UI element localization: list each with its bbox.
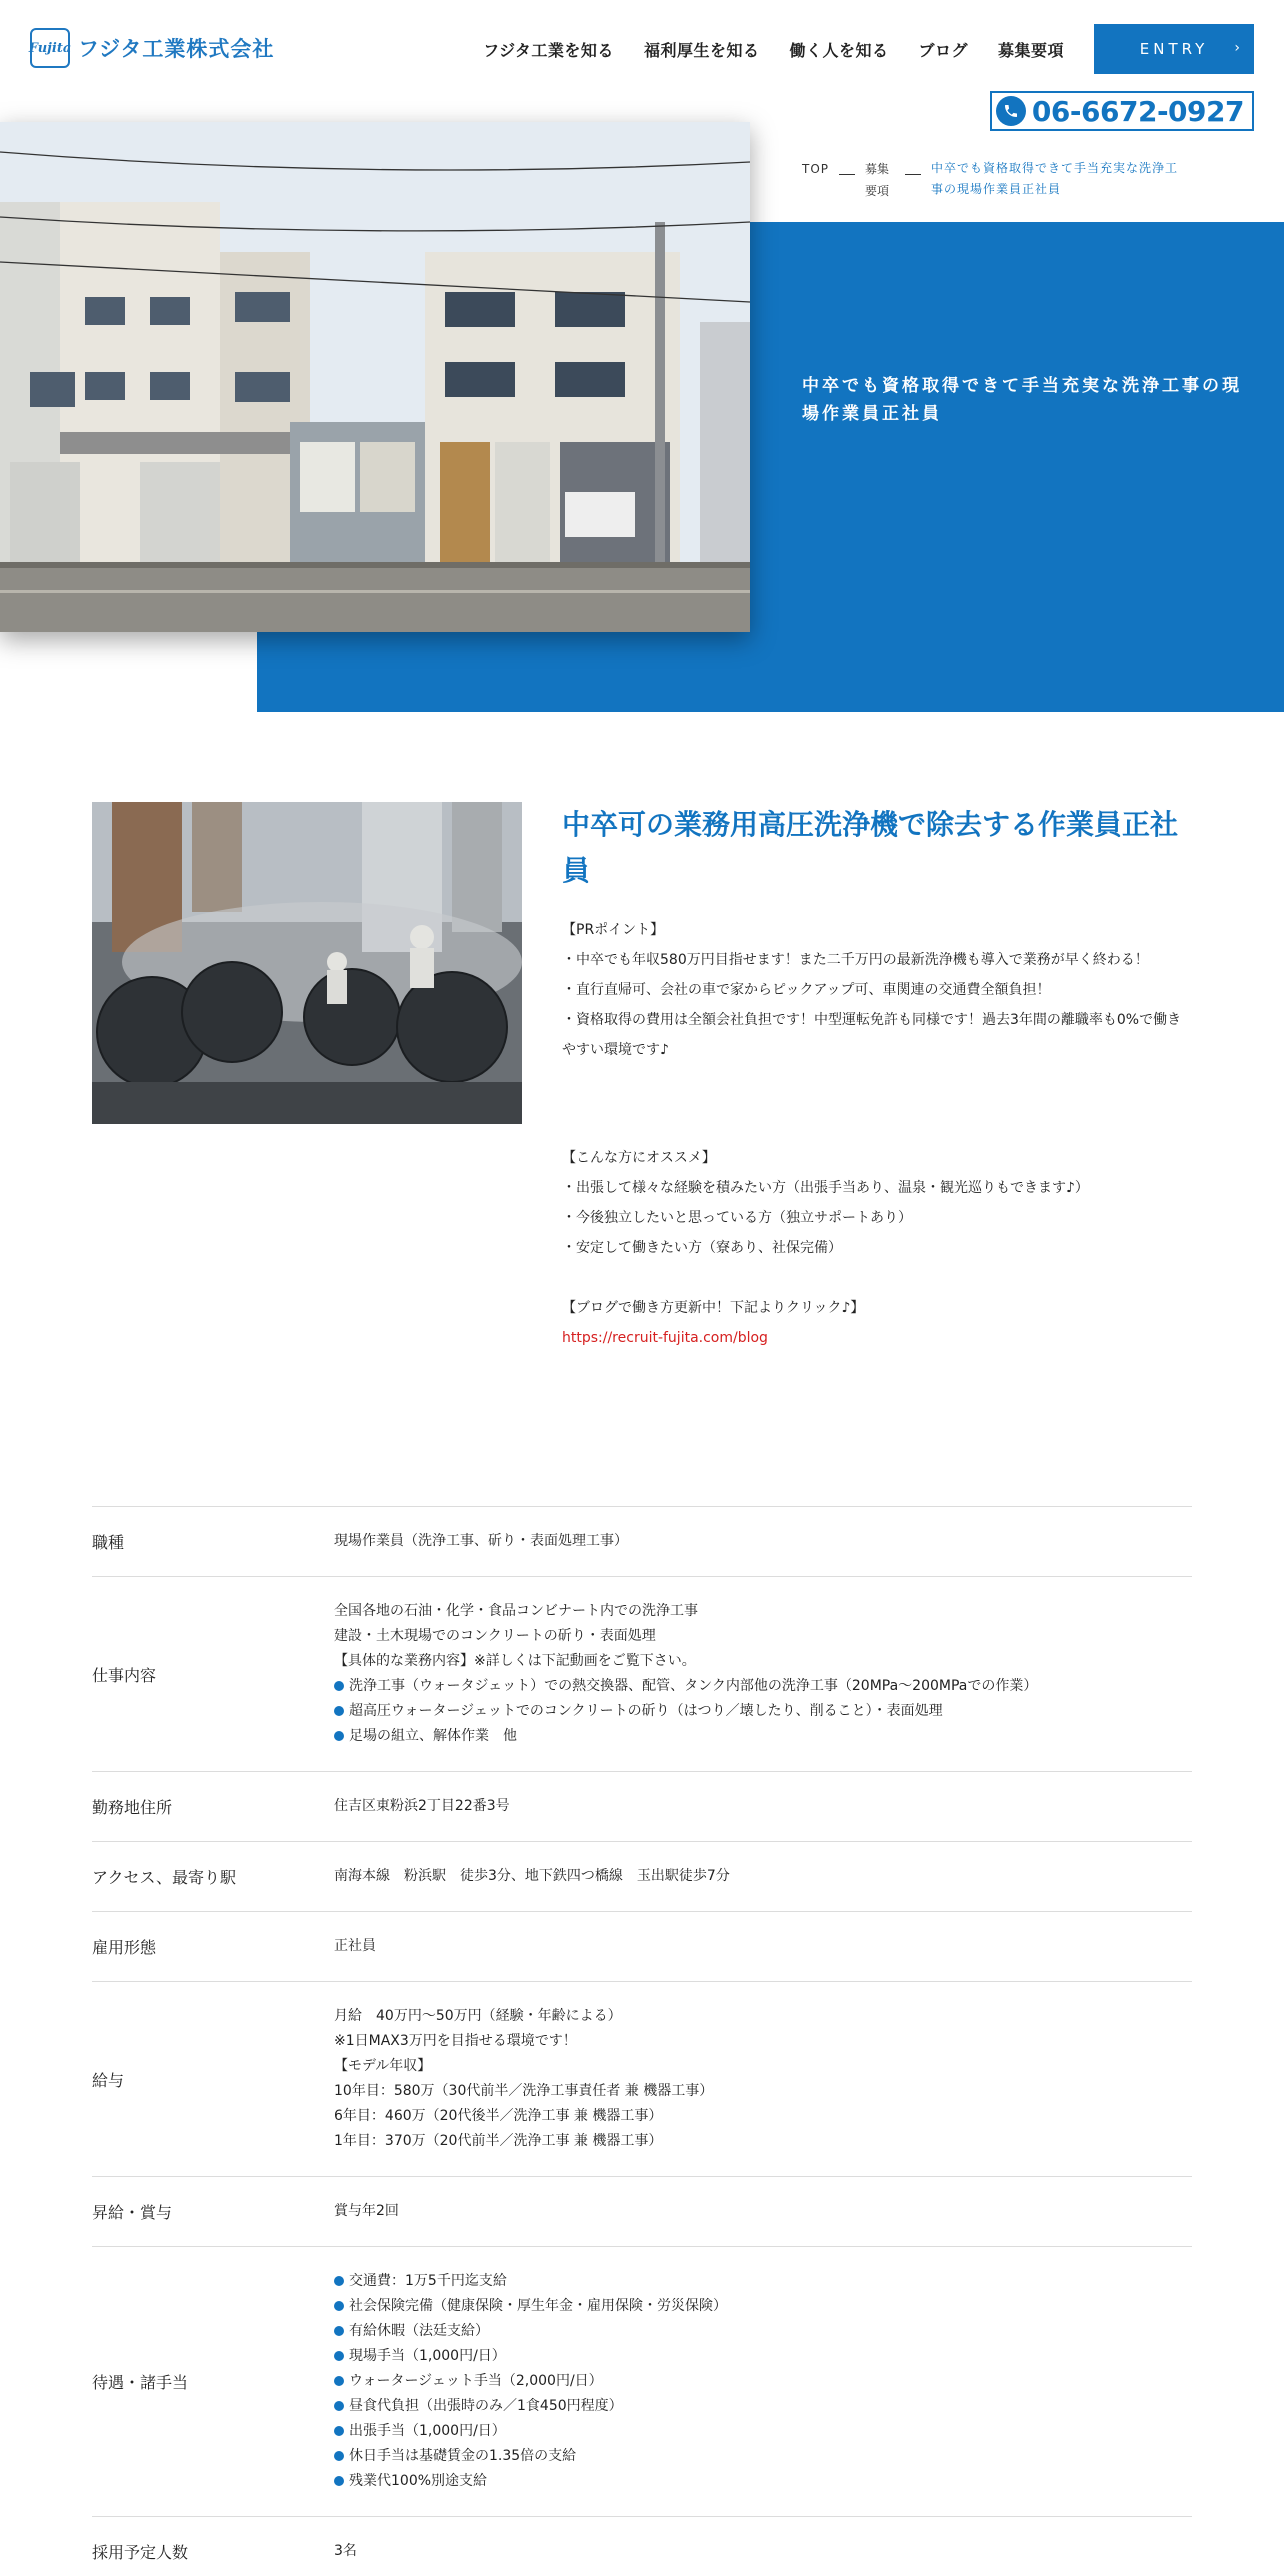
benefit-item: 有給休暇（法廷支給）	[334, 2319, 1192, 2344]
row-value-salary	[334, 2004, 1192, 2154]
work-bullet: 洗浄工事（ウォータジェット）での熱交換器、配管、タンク内部他の洗浄工事（20MPa～200MPaでの作業）	[334, 1674, 1192, 1699]
benefit-item: 交通費：1万5千円迄支給	[334, 2269, 1192, 2294]
row-label-salary: 給与	[92, 2070, 125, 2090]
table-row	[92, 1912, 1192, 1982]
row-value-work	[334, 1599, 1192, 1749]
salary-line: 10年目：580万（30代前半／洗浄工事責任者 兼 機器工事）	[334, 2083, 714, 2099]
breadcrumb-top-link[interactable]: TOP	[802, 162, 830, 176]
table-row	[92, 2247, 1192, 2517]
pr-point: ・直行直帰可、会社の車で家からピックアップ可、車関連の交通費全額負担！	[562, 982, 1051, 998]
benefit-item: 残業代100%別途支給	[334, 2469, 1192, 2494]
row-label-employment: 雇用形態	[92, 1938, 157, 1957]
blog-link[interactable]: https://recruit-fujita.com/blog	[562, 1330, 768, 1346]
logo-mark-icon: Fujita	[30, 28, 70, 68]
intro-heading: 中卒可の業務用高圧洗浄機で除去する作業員正社員	[562, 808, 1179, 887]
phone-banner[interactable]	[990, 91, 1254, 131]
recommend-title: 【こんな方にオススメ】	[562, 1150, 716, 1166]
recommend-item: ・安定して働きたい方（寮あり、社保完備）	[562, 1240, 842, 1256]
row-value-raise: 賞与年2回	[334, 2203, 399, 2219]
benefit-item: ウォータージェット手当（2,000円/日）	[334, 2369, 1192, 2394]
work-line: 建設・土木現場でのコンクリートの斫り・表面処理	[334, 1628, 656, 1644]
salary-line: 【モデル年収】	[334, 2058, 432, 2074]
breadcrumb	[802, 158, 1181, 202]
table-row	[92, 2177, 1192, 2247]
breadcrumb-separator	[839, 174, 855, 175]
hero-building-photo	[0, 122, 750, 632]
nav-benefits[interactable]: 福利厚生を知る	[643, 40, 760, 60]
work-scene-photo	[92, 802, 522, 1124]
row-label-benefits: 待遇・諸手当	[92, 2373, 189, 2392]
pr-title: 【PRポイント】	[562, 922, 665, 938]
pr-point: ・資格取得の費用は全額会社負担です！中型運転免許も同様です！過去3年間の離職率も0%で働きやすい環境です♪	[562, 1012, 1182, 1058]
nav-people[interactable]: 働く人を知る	[789, 40, 889, 60]
benefit-item: 社会保険完備（健康保険・厚生年金・雇用保険・労災保険）	[334, 2294, 1192, 2319]
table-row	[92, 1982, 1192, 2177]
benefit-item: 出張手当（1,000円/日）	[334, 2419, 1192, 2444]
table-row	[92, 1772, 1192, 1842]
logo-text: フジタ工業株式会社	[78, 37, 275, 61]
work-bullet: 超高圧ウォータージェットでのコンクリートの斫り（はつり／壊したり、削ること）・表面処理	[334, 1699, 1192, 1724]
recommend-item: ・今後独立したいと思っている方（独立サポートあり）	[562, 1210, 912, 1226]
global-nav	[483, 24, 1254, 74]
hero-title: 中卒でも資格取得できて手当充実な洗浄工事の現場作業員正社員	[802, 376, 1242, 424]
entry-button[interactable]	[1094, 24, 1254, 74]
site-header	[0, 0, 1284, 130]
benefit-item: 昼食代負担（出張時のみ／1食450円程度）	[334, 2394, 1192, 2419]
benefit-item: 休日手当は基礎賃金の1.35倍の支給	[334, 2444, 1192, 2469]
table-row	[92, 1577, 1192, 1772]
salary-line: ※1日MAX3万円を目指せる環境です！	[334, 2033, 577, 2049]
pr-point: ・中卒でも年収580万円目指せます！また二千万円の最新洗浄機も導入で業務が早く終わる！	[562, 952, 1149, 968]
table-row	[92, 1507, 1192, 1577]
phone-number: 06-6672-0927	[1031, 94, 1244, 128]
row-label-location: 勤務地住所	[92, 1798, 173, 1817]
table-row	[92, 2517, 1192, 2568]
chevron-right-icon: ›	[1234, 40, 1240, 56]
row-value-hires: 3名	[334, 2543, 357, 2559]
row-label-access: アクセス、最寄り駅	[92, 1868, 237, 1887]
phone-icon	[996, 96, 1026, 126]
salary-line: 月給 40万円～50万円（経験・年齢による）	[334, 2008, 622, 2024]
row-label-work: 仕事内容	[92, 1665, 157, 1685]
row-value-job: 現場作業員（洗浄工事、斫り・表面処理工事）	[334, 1533, 628, 1549]
breadcrumb-separator	[905, 174, 921, 175]
row-label-hires: 採用予定人数	[92, 2543, 189, 2562]
nav-about[interactable]: フジタ工業を知る	[483, 40, 614, 60]
row-value-employment: 正社員	[334, 1938, 376, 1954]
breadcrumb-recruit-link[interactable]: 募集要項	[865, 162, 890, 198]
entry-button-label: ENTRY	[1139, 40, 1209, 58]
salary-line: 6年目：460万（20代後半／洗浄工事 兼 機器工事）	[334, 2108, 663, 2124]
table-row	[92, 1842, 1192, 1912]
nav-blog[interactable]: ブログ	[918, 40, 968, 60]
work-line: 【具体的な業務内容】※詳しくは下記動画をご覧下さい。	[334, 1653, 696, 1669]
recommend-item: ・出張して様々な経験を積みたい方（出張手当あり、温泉・観光巡りもできます♪）	[562, 1180, 1089, 1196]
intro-body	[562, 915, 1192, 1353]
breadcrumb-current: 中卒でも資格取得できて手当充実な洗浄工事の現場作業員正社員	[931, 161, 1179, 196]
row-label-job: 職種	[92, 1533, 125, 1552]
benefit-item: 現場手当（1,000円/日）	[334, 2344, 1192, 2369]
work-bullet: 足場の組立、解体作業 他	[334, 1724, 1192, 1749]
salary-line: 1年目：370万（20代前半／洗浄工事 兼 機器工事）	[334, 2133, 663, 2149]
blog-title: 【ブログで働き方更新中！下記よりクリック♪】	[562, 1300, 865, 1316]
company-logo[interactable]	[30, 28, 274, 68]
row-label-raise: 昇給・賞与	[92, 2203, 173, 2222]
row-value-benefits	[334, 2269, 1192, 2494]
row-value-access: 南海本線 粉浜駅 徒歩3分、地下鉄四つ橋線 玉出駅徒歩7分	[334, 1868, 730, 1884]
nav-recruit[interactable]: 募集要項	[997, 40, 1064, 60]
job-info-table	[92, 1506, 1192, 2568]
row-value-location: 住吉区東粉浜2丁目22番3号	[334, 1798, 510, 1814]
work-line: 全国各地の石油・化学・食品コンビナート内での洗浄工事	[334, 1603, 698, 1619]
